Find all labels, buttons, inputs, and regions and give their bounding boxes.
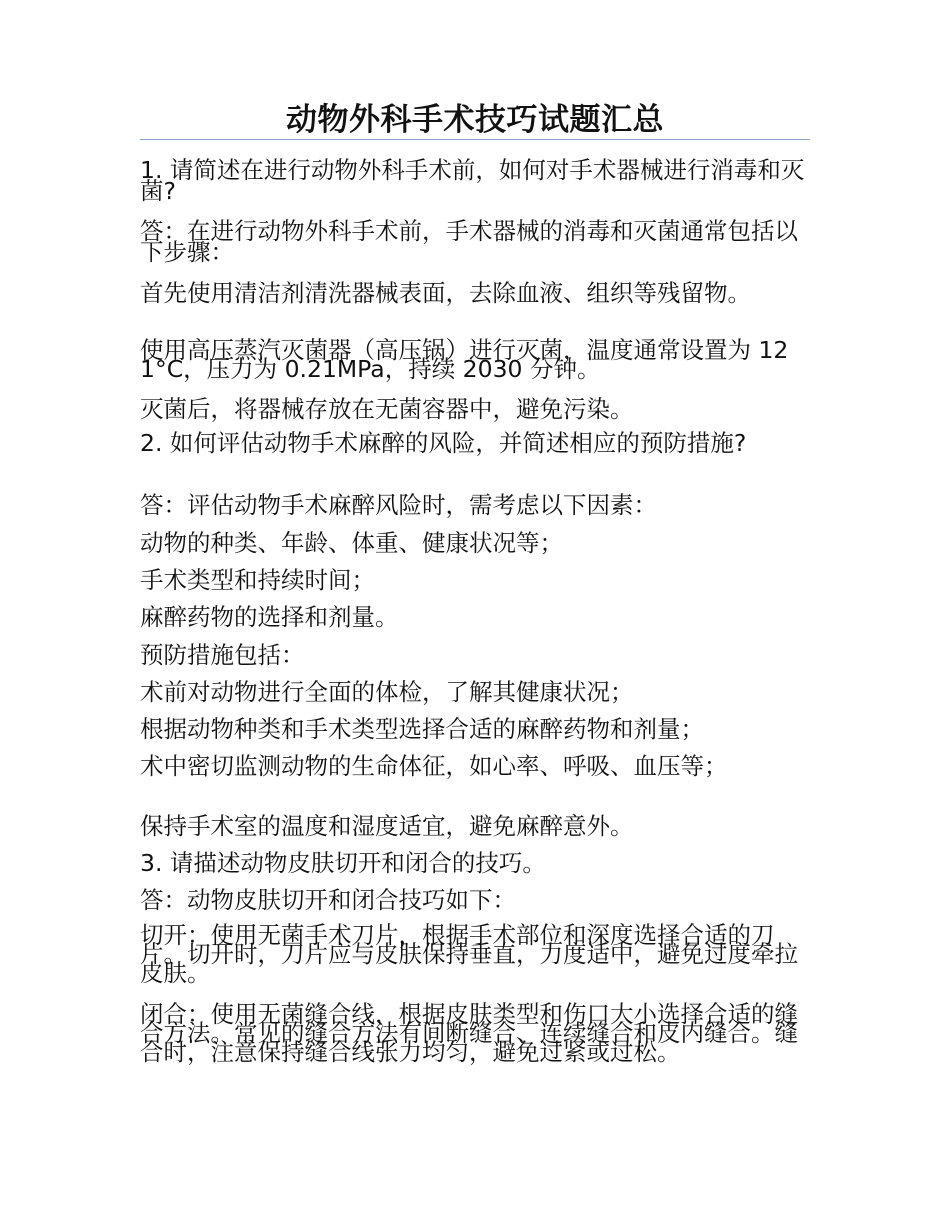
question-2: 2. 如何评估动物手术麻醉的风险，并简述相应的预防措施? — [140, 429, 747, 457]
answer-2-prevention-2: 根据动物种类和手术类型选择合适的麻醉药物和剂量； — [140, 715, 704, 743]
document-title: 动物外科手术技巧试题汇总 — [286, 102, 664, 138]
answer-1-step-1: 首先使用清洁剂清洗器械表面，去除血液、组织等残留物。 — [140, 279, 751, 307]
answer-1-intro: 答：在进行动物外科手术前，手术器械的消毒和灭菌通常包括以下步骤： — [140, 217, 798, 266]
question-1: 1. 请简述在进行动物外科手术前，如何对手术器械进行消毒和灭菌? — [140, 156, 805, 205]
answer-2-prevention-1: 术前对动物进行全面的体检，了解其健康状况； — [140, 678, 634, 706]
answer-2-factor-3: 麻醉药物的选择和剂量。 — [140, 603, 399, 631]
answer-1-step-2: 使用高压蒸汽灭菌器（高压锅）进行灭菌，温度通常设置为 121°C，压力为 0.21MPa，持续 2030 分钟。 — [140, 336, 789, 383]
title-divider — [140, 139, 810, 140]
answer-2-prevention-intro: 预防措施包括： — [140, 641, 305, 669]
answer-2-prevention-4: 保持手术室的温度和湿度适宜，避免麻醉意外。 — [140, 812, 634, 840]
answer-1-step-3: 灭菌后，将器械存放在无菌容器中，避免污染。 — [140, 395, 634, 423]
answer-2-factor-1: 动物的种类、年龄、体重、健康状况等； — [140, 529, 563, 557]
answer-2-intro: 答：评估动物手术麻醉风险时，需考虑以下因素： — [140, 491, 657, 519]
question-3: 3. 请描述动物皮肤切开和闭合的技巧。 — [140, 849, 546, 877]
answer-3-intro: 答：动物皮肤切开和闭合技巧如下： — [140, 886, 516, 914]
answer-3-incision: 切开：使用无菌手术刀片，根据手术部位和深度选择合适的刀片。切开时，刀片应与皮肤保持垂直，力度适中，避免过度牵拉皮肤。 — [140, 921, 798, 987]
answer-2-prevention-3: 术中密切监测动物的生命体征，如心率、呼吸、血压等； — [140, 752, 728, 780]
answer-3-closure: 闭合：使用无菌缝合线，根据皮肤类型和伤口大小选择合适的缝合方法。常见的缝合方法有间断缝合、连续缝合和皮内缝合。缝合时，注意保持缝合线张力均匀，避免过紧或过松。 — [140, 1000, 798, 1066]
answer-2-factor-2: 手术类型和持续时间； — [140, 566, 375, 594]
